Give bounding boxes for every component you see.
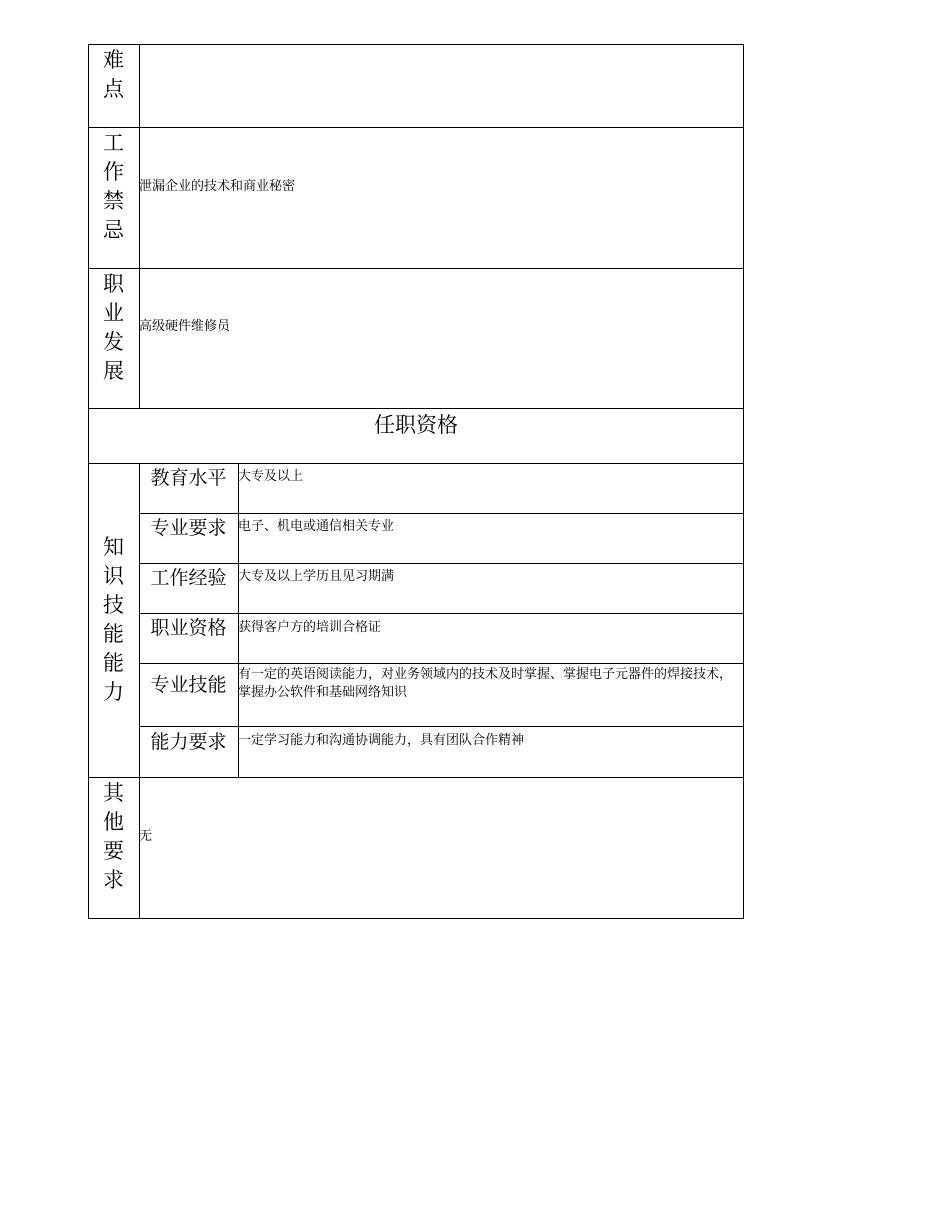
education-label: 教育水平 [150, 467, 227, 489]
other-label [88, 777, 139, 919]
qualification-group-label [88, 463, 139, 777]
taboo-label-text: 工作禁忌 [103, 131, 124, 242]
experience-label: 工作经验 [150, 567, 227, 589]
row-divider [88, 408, 744, 409]
career-label-text: 职业发展 [103, 272, 124, 383]
major-label: 专业要求 [150, 517, 227, 539]
certification-label: 职业资格 [150, 617, 227, 639]
difficulty-label-text: 难点 [103, 48, 124, 101]
ability-label: 能力要求 [150, 731, 227, 753]
career-label [88, 268, 139, 408]
education-value: 大专及以上 [238, 469, 304, 484]
subrow-divider [139, 513, 744, 514]
skills-value: 有一定的英语阅读能力，对业务领域内的技术及时掌握、掌握电子元器件的焊接技术，掌握办公软件和基础网络知识 [238, 667, 733, 700]
certification-value: 获得客户方的培训合格证 [238, 620, 382, 635]
taboo-label [88, 127, 139, 268]
row-divider [88, 463, 744, 464]
difficulty-content [139, 44, 744, 127]
qualification-title: 任职资格 [374, 413, 458, 437]
qualification-group-label-text: 知识技能能力 [103, 535, 124, 704]
subrow-divider [139, 726, 744, 727]
row-divider [88, 777, 744, 778]
experience-value: 大专及以上学历且见习期满 [238, 569, 395, 584]
subrow-divider [139, 663, 744, 664]
row-divider [88, 268, 744, 269]
subrow-divider [139, 613, 744, 614]
career-content: 高级硬件维修员 [139, 319, 231, 334]
row-divider [88, 127, 744, 128]
difficulty-label [88, 44, 139, 134]
other-label-text: 其他要求 [103, 781, 124, 892]
ability-value: 一定学习能力和沟通协调能力，具有团队合作精神 [238, 733, 525, 748]
other-content: 无 [139, 829, 153, 844]
skills-label: 专业技能 [150, 674, 227, 696]
major-value: 电子、机电或通信相关专业 [238, 519, 395, 534]
taboo-content: 泄漏企业的技术和商业秘密 [139, 179, 296, 194]
subrow-divider [139, 563, 744, 564]
